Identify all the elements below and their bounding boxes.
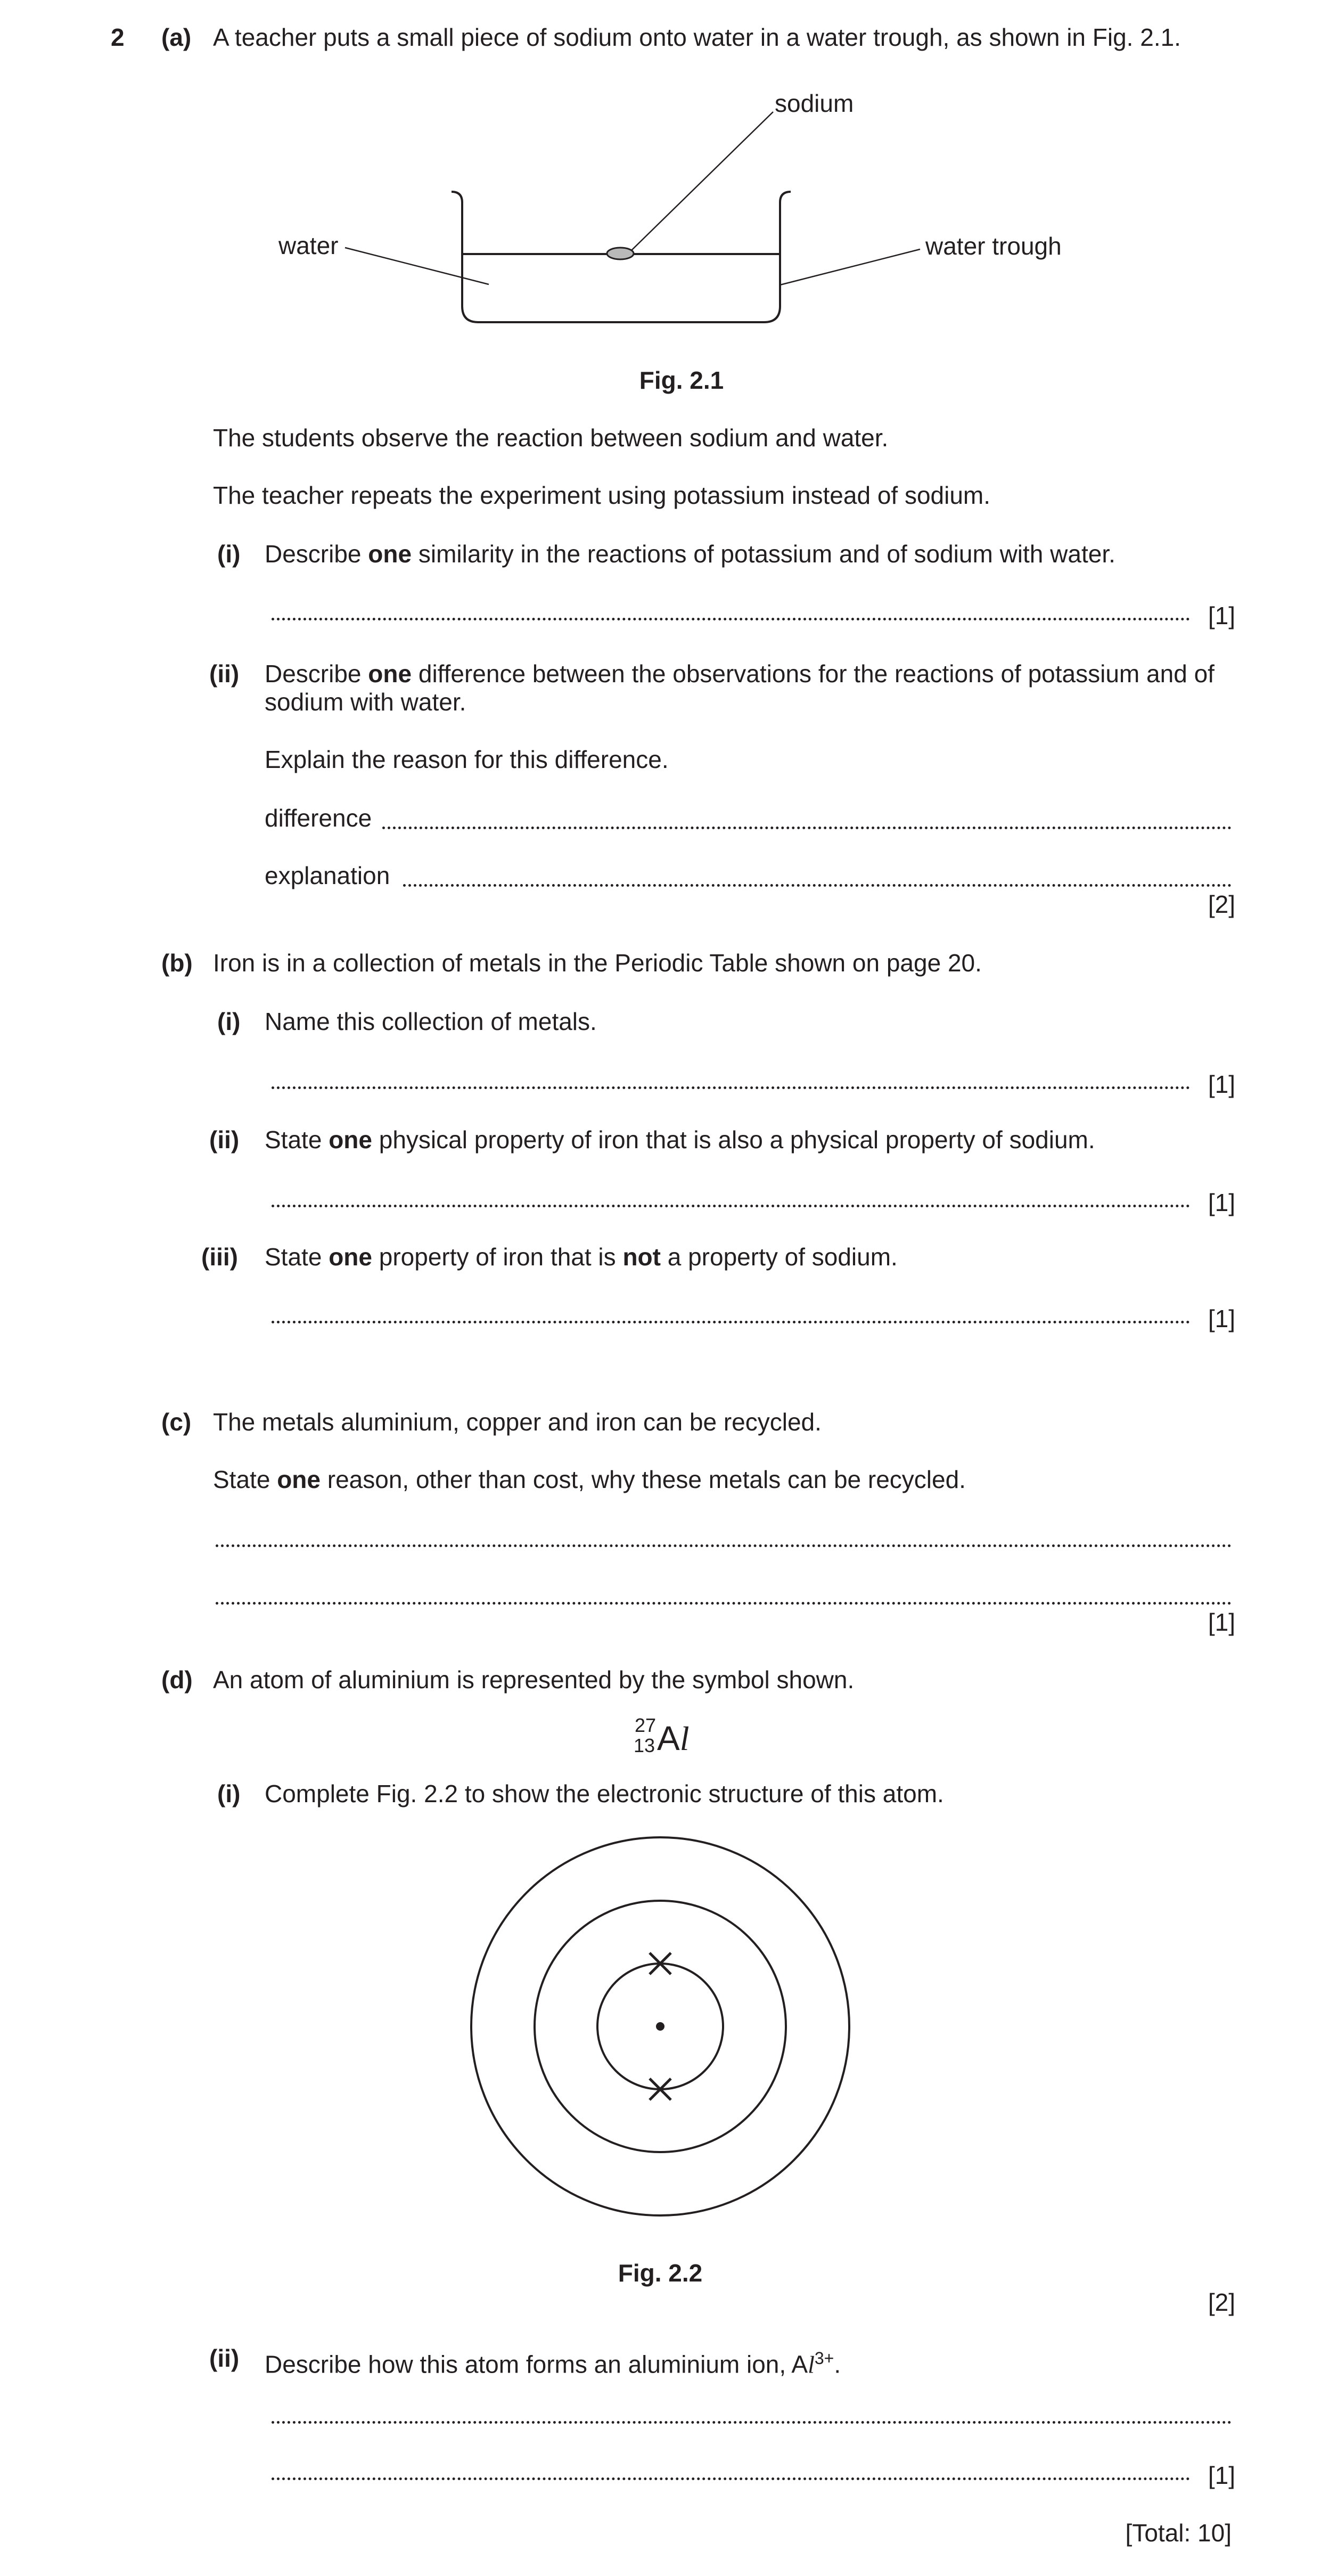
- explanation-label: explanation: [265, 862, 390, 889]
- part-d-label: (d): [161, 1666, 193, 1694]
- answer-line-c-1[interactable]: [216, 1544, 1232, 1547]
- sodium-leader: [631, 112, 773, 250]
- nucleus-dot: [656, 2022, 664, 2031]
- answer-line-b-ii[interactable]: [272, 1205, 1190, 1207]
- part-a-ii-explain: Explain the reason for this difference.: [265, 746, 669, 773]
- part-d-ii-question: Describe how this atom forms an aluminium ion, $Al^{3+}$.: [265, 2349, 841, 2378]
- question-total: [Total: 10]: [1125, 2519, 1232, 2547]
- fig-2-1-diagram: [0, 75, 1321, 351]
- part-b-ii-label: (ii): [209, 1126, 240, 1154]
- part-c-label: (c): [161, 1408, 192, 1436]
- part-b-i-question: Name this collection of metals.: [265, 1008, 597, 1035]
- element-symbol: Al: [657, 1719, 690, 1757]
- part-b-label: (b): [161, 949, 193, 977]
- part-d-i-question: Complete Fig. 2.2 to show the electronic structure of this atom.: [265, 1780, 944, 1808]
- part-b-iii-question: State one property of iron that is not a property of sodium.: [265, 1243, 898, 1271]
- part-a-ii-question: Describe one difference between the observations for the reactions of potassium and of: [265, 660, 1215, 688]
- answer-line-explanation[interactable]: [403, 884, 1232, 887]
- part-b-intro: Iron is in a collection of metals in the Periodic Table shown on page 20.: [213, 949, 982, 977]
- mark-c: [1]: [1208, 1608, 1235, 1636]
- mark-a-ii: [2]: [1208, 890, 1235, 918]
- part-a-ii-question-line2: sodium with water.: [265, 688, 466, 716]
- fig-2-2-caption: Fig. 2.2: [618, 2259, 703, 2287]
- part-c-intro: The metals aluminium, copper and iron can be recycled.: [213, 1408, 822, 1436]
- answer-line-b-iii[interactable]: [272, 1321, 1190, 1323]
- part-c-question: State one reason, other than cost, why these metals can be recycled.: [213, 1466, 966, 1493]
- fig-2-2-diagram: [469, 1832, 852, 2221]
- mark-d-i: [2]: [1208, 2288, 1235, 2316]
- question-number: 2: [111, 23, 125, 51]
- part-d-i-label: (i): [217, 1780, 241, 1808]
- part-a-i-label: (i): [217, 540, 241, 568]
- answer-line-d-ii-2[interactable]: [272, 2477, 1190, 2480]
- part-a-i-question: Describe one similarity in the reactions of potassium and of sodium with water.: [265, 540, 1115, 568]
- sodium-piece: [607, 248, 634, 259]
- part-a-intro: A teacher puts a small piece of sodium onto water in a water trough, as shown in Fig. 2.1.: [213, 23, 1181, 51]
- difference-label: difference: [265, 804, 372, 832]
- answer-line-c-2[interactable]: [216, 1602, 1232, 1605]
- part-a-label: (a): [161, 23, 192, 51]
- mark-b-iii: [1]: [1208, 1305, 1235, 1332]
- water-label: water: [278, 232, 339, 259]
- trough-leader: [780, 249, 920, 285]
- part-b-i-label: (i): [217, 1008, 241, 1035]
- part-b-ii-question: State one physical property of iron that is also a physical property of sodium.: [265, 1126, 1095, 1154]
- answer-line-b-i[interactable]: [272, 1086, 1190, 1089]
- part-d-ii-label: (ii): [209, 2344, 240, 2372]
- observation-1: The students observe the reaction between sodium and water.: [213, 424, 889, 452]
- observation-2: The teacher repeats the experiment using potassium instead of sodium.: [213, 481, 991, 509]
- answer-line-d-ii-1[interactable]: [272, 2421, 1232, 2424]
- mark-b-i: [1]: [1208, 1070, 1235, 1098]
- atomic-number: 13: [634, 1735, 655, 1756]
- mark-d-ii: [1]: [1208, 2461, 1235, 2489]
- sodium-label: sodium: [775, 89, 854, 117]
- fig-2-1-caption: Fig. 2.1: [639, 366, 724, 394]
- part-a-ii-label: (ii): [209, 660, 240, 688]
- water-trough-label: water trough: [925, 232, 1062, 260]
- answer-line-a-i[interactable]: [272, 618, 1190, 620]
- mass-number: 27: [635, 1714, 657, 1736]
- mark-b-ii: [1]: [1208, 1189, 1235, 1216]
- aluminium-symbol: [627, 1710, 712, 1768]
- part-b-iii-label: (iii): [201, 1243, 238, 1271]
- mark-a-i: [1]: [1208, 602, 1235, 629]
- answer-line-difference[interactable]: [382, 827, 1232, 829]
- part-d-intro: An atom of aluminium is represented by the symbol shown.: [213, 1666, 855, 1694]
